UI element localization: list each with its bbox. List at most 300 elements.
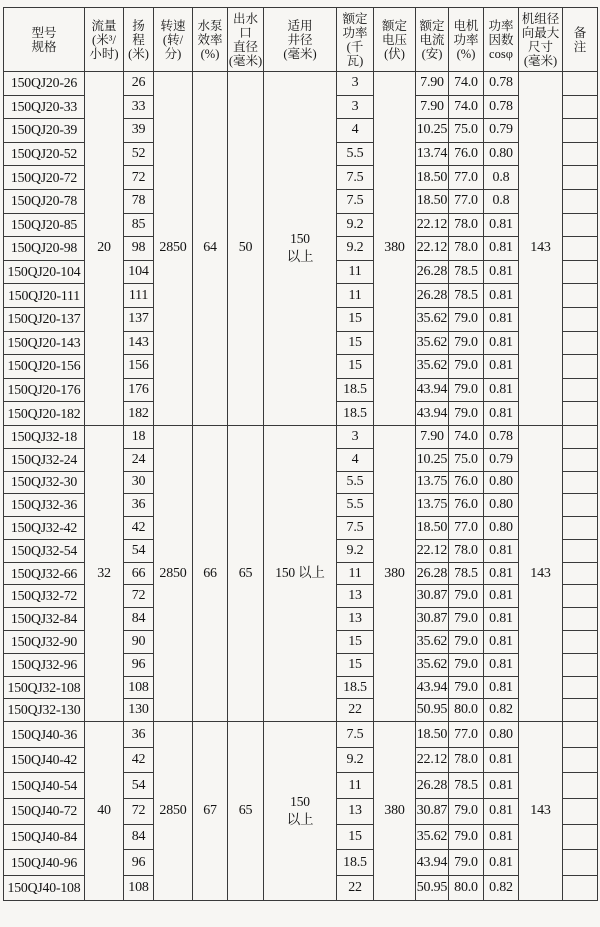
cell-head: 98 (124, 237, 154, 261)
cell-power: 11 (337, 562, 374, 585)
cell-model: 150QJ20-182 (4, 402, 85, 426)
cell-cos-phi: 0.81 (484, 260, 519, 284)
cell-motor-eff: 79.0 (449, 585, 484, 608)
text-line: cosφ (489, 46, 513, 61)
cell-model: 150QJ20-111 (4, 284, 85, 308)
cell-head: 156 (124, 355, 154, 379)
cell-model: 150QJ32-72 (4, 585, 85, 608)
cell-cos-phi: 0.78 (484, 72, 519, 96)
cell-current: 35.62 (416, 824, 449, 850)
text-line: 向最大 (521, 25, 560, 40)
cell-model: 150QJ20-156 (4, 355, 85, 379)
cell-note (563, 189, 598, 213)
cell-note (563, 722, 598, 748)
cell-note (563, 850, 598, 876)
cell-model: 150QJ32-90 (4, 631, 85, 654)
cell-cos-phi: 0.80 (484, 142, 519, 166)
cell-current: 35.62 (416, 331, 449, 355)
text-line: (转/ (162, 32, 184, 47)
cell-head: 72 (124, 799, 154, 825)
cell-model: 150QJ32-66 (4, 562, 85, 585)
cell-motor-eff: 80.0 (449, 699, 484, 722)
cell-current: 18.50 (416, 166, 449, 190)
cell-model: 150QJ32-42 (4, 517, 85, 540)
cell-power: 13 (337, 608, 374, 631)
col-header-speed (154, 8, 193, 72)
cell-note (563, 355, 598, 379)
cell-power: 9.2 (337, 213, 374, 237)
cell-motor-eff: 79.0 (449, 608, 484, 631)
cell-current: 18.50 (416, 189, 449, 213)
cell-note (563, 402, 598, 426)
cell-model: 150QJ40-108 (4, 875, 85, 901)
cell-motor-eff: 79.0 (449, 850, 484, 876)
cell-model: 150QJ20-176 (4, 378, 85, 402)
text-line: 适用 (287, 18, 313, 33)
cell-head: 104 (124, 260, 154, 284)
cell-motor-eff: 80.0 (449, 875, 484, 901)
cell-note (563, 676, 598, 699)
cell-well-diameter (264, 72, 337, 426)
text-line: (%) (456, 46, 476, 61)
cell-head: 66 (124, 562, 154, 585)
text-line: 功率 (453, 32, 479, 47)
text-line: 规格 (31, 39, 57, 54)
cell-current: 43.94 (416, 378, 449, 402)
cell-power: 3 (337, 72, 374, 96)
cell-cos-phi: 0.81 (484, 585, 519, 608)
text-line: 小时) (89, 46, 119, 61)
cell-model: 150QJ32-108 (4, 676, 85, 699)
cell-note (563, 562, 598, 585)
cell-current: 30.87 (416, 585, 449, 608)
cell-cos-phi: 0.78 (484, 425, 519, 448)
cell-current: 35.62 (416, 355, 449, 379)
cell-current: 10.25 (416, 119, 449, 143)
cell-cos-phi: 0.81 (484, 378, 519, 402)
cell-power: 13 (337, 585, 374, 608)
cell-current: 22.12 (416, 539, 449, 562)
cell-head: 96 (124, 653, 154, 676)
cell-cos-phi: 0.81 (484, 237, 519, 261)
cell-max-dimension: 143 (519, 425, 563, 721)
col-header-power (337, 8, 374, 72)
text-line: (伏) (384, 46, 405, 61)
text-line: (安) (421, 46, 443, 61)
text-line: (千 (346, 39, 364, 54)
text-line: 尺寸 (527, 39, 553, 54)
text-line: (%) (200, 46, 220, 61)
cell-head: 90 (124, 631, 154, 654)
cell-head: 18 (124, 425, 154, 448)
cell-head: 36 (124, 494, 154, 517)
cell-current: 7.90 (416, 72, 449, 96)
cell-note (563, 494, 598, 517)
cell-motor-eff: 79.0 (449, 799, 484, 825)
cell-current: 26.28 (416, 284, 449, 308)
cell-motor-eff: 77.0 (449, 189, 484, 213)
cell-note (563, 284, 598, 308)
cell-motor-eff: 78.0 (449, 539, 484, 562)
cell-motor-eff: 79.0 (449, 378, 484, 402)
cell-head: 54 (124, 773, 154, 799)
cell-motor-eff: 76.0 (449, 494, 484, 517)
cell-model: 150QJ32-18 (4, 425, 85, 448)
cell-model: 150QJ32-130 (4, 699, 85, 722)
cell-note (563, 539, 598, 562)
cell-head: 176 (124, 378, 154, 402)
table-row (4, 72, 598, 96)
cell-motor-eff: 79.0 (449, 653, 484, 676)
cell-motor-eff: 79.0 (449, 355, 484, 379)
cell-power: 11 (337, 284, 374, 308)
cell-cos-phi: 0.81 (484, 773, 519, 799)
cell-head: 108 (124, 875, 154, 901)
cell-speed: 2850 (154, 425, 193, 721)
text-line: 电流 (419, 32, 445, 47)
cell-power: 18.5 (337, 676, 374, 699)
cell-model: 150QJ40-36 (4, 722, 85, 748)
cell-model: 150QJ20-143 (4, 331, 85, 355)
cell-cos-phi: 0.81 (484, 213, 519, 237)
cell-cos-phi: 0.81 (484, 402, 519, 426)
cell-motor-eff: 76.0 (449, 142, 484, 166)
cell-head: 30 (124, 471, 154, 494)
cell-power: 15 (337, 631, 374, 654)
cell-head: 52 (124, 142, 154, 166)
cell-note (563, 72, 598, 96)
text-line: 以上 (286, 812, 314, 828)
text-line: 扬 (132, 18, 145, 33)
cell-head: 143 (124, 331, 154, 355)
cell-current: 43.94 (416, 676, 449, 699)
cell-model: 150QJ20-137 (4, 307, 85, 331)
cell-note (563, 166, 598, 190)
cell-power: 5.5 (337, 142, 374, 166)
cell-power: 7.5 (337, 166, 374, 190)
cell-motor-eff: 79.0 (449, 331, 484, 355)
cell-power: 18.5 (337, 378, 374, 402)
col-header-flow (85, 8, 124, 72)
cell-model: 150QJ32-54 (4, 539, 85, 562)
cell-cos-phi: 0.79 (484, 119, 519, 143)
cell-voltage: 380 (374, 72, 416, 426)
cell-motor-eff: 78.0 (449, 237, 484, 261)
text-line: 井径 (287, 32, 313, 47)
cell-model: 150QJ32-84 (4, 608, 85, 631)
cell-head: 33 (124, 95, 154, 119)
text-line: 分) (164, 46, 182, 61)
cell-flow: 20 (85, 72, 124, 426)
cell-current: 26.28 (416, 773, 449, 799)
table-row (4, 722, 598, 748)
cell-power: 22 (337, 699, 374, 722)
cell-cos-phi: 0.81 (484, 850, 519, 876)
cell-motor-eff: 77.0 (449, 722, 484, 748)
cell-note (563, 260, 598, 284)
text-line: (毫米) (523, 53, 558, 68)
cell-motor-eff: 79.0 (449, 307, 484, 331)
cell-current: 22.12 (416, 747, 449, 773)
cell-well-diameter (264, 722, 337, 901)
col-header-model (4, 8, 85, 72)
text-line: 备 (573, 25, 587, 40)
col-header-head (124, 8, 154, 72)
cell-cos-phi: 0.8 (484, 166, 519, 190)
cell-model: 150QJ40-54 (4, 773, 85, 799)
cell-head: 42 (124, 747, 154, 773)
cell-flow: 40 (85, 722, 124, 901)
cell-outlet: 50 (228, 72, 264, 426)
cell-power: 3 (337, 425, 374, 448)
cell-current: 26.28 (416, 260, 449, 284)
cell-cos-phi: 0.8 (484, 189, 519, 213)
cell-cos-phi: 0.81 (484, 331, 519, 355)
cell-note (563, 517, 598, 540)
cell-cos-phi: 0.82 (484, 875, 519, 901)
cell-note (563, 824, 598, 850)
cell-note (563, 699, 598, 722)
cell-power: 5.5 (337, 494, 374, 517)
cell-motor-eff: 78.5 (449, 284, 484, 308)
cell-cos-phi: 0.81 (484, 307, 519, 331)
col-header-well (264, 8, 337, 72)
text-line: (米) (128, 46, 149, 61)
text-line: 水泵 (197, 18, 223, 33)
cell-power: 15 (337, 653, 374, 676)
cell-power: 18.5 (337, 850, 374, 876)
text-line: (毫米) (228, 53, 263, 68)
cell-motor-eff: 76.0 (449, 471, 484, 494)
cell-pump-eff: 64 (193, 72, 228, 426)
cell-current: 50.95 (416, 699, 449, 722)
cell-model: 150QJ20-78 (4, 189, 85, 213)
col-header-cos (484, 8, 519, 72)
cell-note (563, 378, 598, 402)
cell-outlet: 65 (228, 722, 264, 901)
cell-current: 35.62 (416, 307, 449, 331)
cell-motor-eff: 74.0 (449, 72, 484, 96)
cell-power: 15 (337, 824, 374, 850)
col-header-voltage (374, 8, 416, 72)
cell-note (563, 608, 598, 631)
cell-cos-phi: 0.81 (484, 355, 519, 379)
cell-head: 54 (124, 539, 154, 562)
cell-well-diameter (264, 425, 337, 721)
cell-cos-phi: 0.80 (484, 471, 519, 494)
cell-head: 111 (124, 284, 154, 308)
table-body (4, 72, 598, 901)
cell-head: 26 (124, 72, 154, 96)
cell-pump-eff: 66 (193, 425, 228, 721)
cell-motor-eff: 74.0 (449, 95, 484, 119)
cell-head: 96 (124, 850, 154, 876)
cell-power: 9.2 (337, 747, 374, 773)
cell-power: 7.5 (337, 722, 374, 748)
col-header-current (416, 8, 449, 72)
cell-current: 22.12 (416, 213, 449, 237)
cell-note (563, 425, 598, 448)
cell-motor-eff: 78.0 (449, 213, 484, 237)
cell-cos-phi: 0.81 (484, 824, 519, 850)
cell-model: 150QJ32-36 (4, 494, 85, 517)
cell-cos-phi: 0.81 (484, 608, 519, 631)
cell-current: 50.95 (416, 875, 449, 901)
cell-cos-phi: 0.81 (484, 747, 519, 773)
cell-motor-eff: 79.0 (449, 631, 484, 654)
cell-note (563, 448, 598, 471)
cell-head: 42 (124, 517, 154, 540)
cell-motor-eff: 79.0 (449, 824, 484, 850)
cell-model: 150QJ40-72 (4, 799, 85, 825)
cell-note (563, 799, 598, 825)
text-line: 效率 (197, 32, 223, 47)
cell-power: 18.5 (337, 402, 374, 426)
cell-speed: 2850 (154, 722, 193, 901)
cell-note (563, 119, 598, 143)
text-line: 出水口 (232, 11, 258, 40)
cell-note (563, 747, 598, 773)
cell-current: 13.74 (416, 142, 449, 166)
cell-cos-phi: 0.81 (484, 631, 519, 654)
cell-cos-phi: 0.78 (484, 95, 519, 119)
cell-voltage: 380 (374, 425, 416, 721)
cell-model: 150QJ20-104 (4, 260, 85, 284)
text-line: 电压 (381, 32, 407, 47)
cell-current: 13.75 (416, 494, 449, 517)
cell-current: 26.28 (416, 562, 449, 585)
cell-max-dimension: 143 (519, 72, 563, 426)
cell-note (563, 471, 598, 494)
cell-head: 85 (124, 213, 154, 237)
cell-model: 150QJ40-84 (4, 824, 85, 850)
cell-head: 84 (124, 824, 154, 850)
cell-head: 108 (124, 676, 154, 699)
cell-current: 22.12 (416, 237, 449, 261)
text-line: 程 (132, 32, 145, 47)
text-line: 型号 (31, 25, 57, 40)
cell-head: 84 (124, 608, 154, 631)
text-line: 150 (290, 231, 310, 247)
cell-max-dimension: 143 (519, 722, 563, 901)
cell-head: 72 (124, 166, 154, 190)
cell-outlet: 65 (228, 425, 264, 721)
cell-cos-phi: 0.81 (484, 539, 519, 562)
text-line: 功率 (488, 18, 514, 33)
cell-power: 15 (337, 331, 374, 355)
cell-cos-phi: 0.81 (484, 562, 519, 585)
cell-head: 130 (124, 699, 154, 722)
cell-power: 7.5 (337, 517, 374, 540)
cell-motor-eff: 78.0 (449, 747, 484, 773)
cell-current: 30.87 (416, 799, 449, 825)
cell-cos-phi: 0.82 (484, 699, 519, 722)
cell-model: 150QJ32-96 (4, 653, 85, 676)
cell-head: 137 (124, 307, 154, 331)
cell-model: 150QJ20-26 (4, 72, 85, 96)
cell-note (563, 95, 598, 119)
cell-power: 11 (337, 773, 374, 799)
cell-model: 150QJ20-52 (4, 142, 85, 166)
cell-current: 30.87 (416, 608, 449, 631)
text-line: (米³/ (92, 32, 116, 47)
text-line: 额定 (381, 18, 407, 33)
cell-current: 43.94 (416, 850, 449, 876)
cell-power: 9.2 (337, 539, 374, 562)
cell-power: 9.2 (337, 237, 374, 261)
text-line: 注 (573, 39, 587, 54)
cell-cos-phi: 0.80 (484, 494, 519, 517)
cell-current: 35.62 (416, 631, 449, 654)
cell-power: 11 (337, 260, 374, 284)
cell-cos-phi: 0.81 (484, 653, 519, 676)
cell-power: 7.5 (337, 189, 374, 213)
cell-note (563, 631, 598, 654)
cell-note (563, 213, 598, 237)
cell-current: 18.50 (416, 722, 449, 748)
cell-motor-eff: 78.5 (449, 562, 484, 585)
cell-power: 4 (337, 448, 374, 471)
cell-model: 150QJ20-33 (4, 95, 85, 119)
cell-cos-phi: 0.81 (484, 676, 519, 699)
table-header (4, 8, 598, 72)
cell-voltage: 380 (374, 722, 416, 901)
text-line: 因数 (488, 32, 514, 47)
cell-model: 150QJ20-72 (4, 166, 85, 190)
cell-head: 36 (124, 722, 154, 748)
cell-note (563, 653, 598, 676)
text-line: (毫米) (283, 46, 317, 61)
cell-head: 39 (124, 119, 154, 143)
cell-power: 13 (337, 799, 374, 825)
cell-head: 72 (124, 585, 154, 608)
cell-cos-phi: 0.81 (484, 799, 519, 825)
cell-flow: 32 (85, 425, 124, 721)
cell-motor-eff: 75.0 (449, 119, 484, 143)
cell-note (563, 331, 598, 355)
cell-model: 150QJ20-85 (4, 213, 85, 237)
cell-note (563, 142, 598, 166)
text-line: 机组径 (521, 11, 560, 26)
cell-model: 150QJ20-39 (4, 119, 85, 143)
table-row (4, 425, 598, 448)
col-header-note (563, 8, 598, 72)
text-line: 转速 (160, 18, 186, 33)
cell-note (563, 585, 598, 608)
text-line: 150 (290, 794, 310, 810)
col-header-pump_eff (193, 8, 228, 72)
cell-power: 3 (337, 95, 374, 119)
cell-note (563, 307, 598, 331)
cell-power: 15 (337, 355, 374, 379)
cell-note (563, 773, 598, 799)
header-row (4, 8, 598, 72)
cell-current: 43.94 (416, 402, 449, 426)
text-line: 功率 (342, 25, 368, 40)
pump-spec-table (3, 7, 598, 901)
cell-current: 7.90 (416, 425, 449, 448)
cell-motor-eff: 79.0 (449, 676, 484, 699)
cell-head: 78 (124, 189, 154, 213)
cell-motor-eff: 78.5 (449, 773, 484, 799)
col-header-dim (519, 8, 563, 72)
col-header-motor_eff (449, 8, 484, 72)
cell-current: 18.50 (416, 517, 449, 540)
cell-power: 22 (337, 875, 374, 901)
text-line: 瓦) (346, 53, 364, 68)
cell-model: 150QJ32-30 (4, 471, 85, 494)
cell-cos-phi: 0.80 (484, 722, 519, 748)
